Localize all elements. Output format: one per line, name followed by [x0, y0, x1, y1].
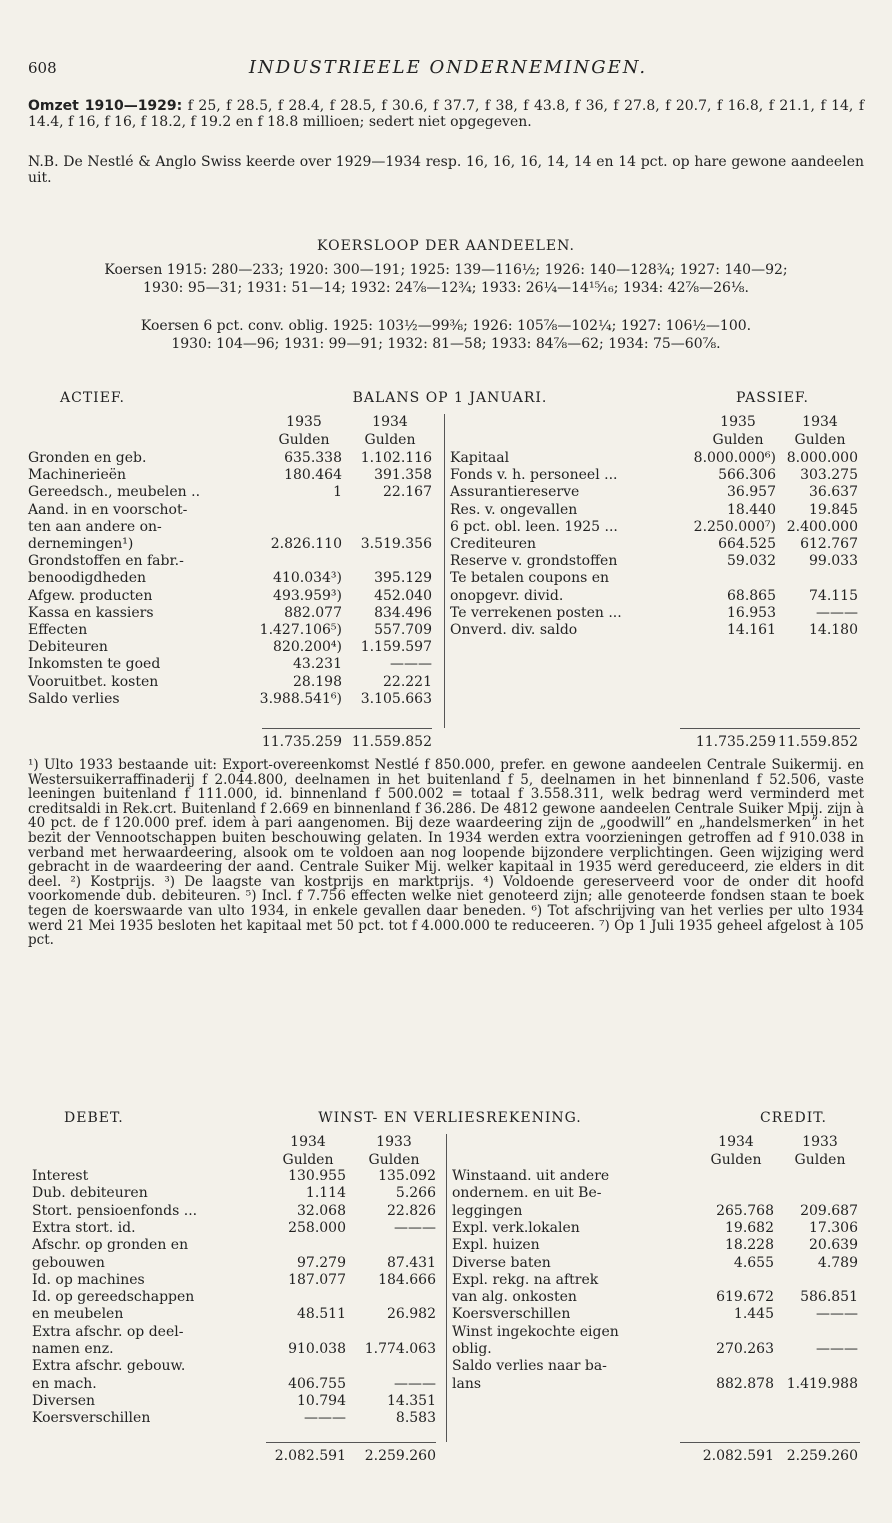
- omzet-text: f 25, f 28.5, f 28.4, f 28.5, f 30.6, f 37.7, f 38, f 43.8, f 36, f 27.8, f 20.7, f 16.8, f 21.1, f 14, f 14.4, f 16, f 16, f 18.2, f 19.2 en f 18.8 millioen; sedert niet opgegeven.: [28, 98, 865, 130]
- actief-row-label: Machinerieën: [28, 467, 127, 484]
- debet-row-value-2: 26.982: [387, 1306, 436, 1323]
- credit-row-value-2: 20.639: [809, 1237, 858, 1254]
- credit-row-label: Diverse baten: [452, 1254, 551, 1271]
- actief-row-value-2: 22.221: [383, 673, 432, 690]
- credit-row-label: Expl. huizen: [452, 1237, 540, 1254]
- winst-debet-year-2: 1933: [376, 1134, 412, 1150]
- koersloop-line-2: 1930: 95—31; 1931: 51—14; 1932: 24⅞—12¾; 1933: 26¼—14¹⁵⁄₁₆; 1934: 42⅞—26⅛.: [143, 280, 749, 296]
- actief-row-label: benoodigdheden: [28, 570, 147, 587]
- actief-row-label: ten aan andere on-: [28, 518, 162, 535]
- actief-row-value-2: 557.709: [374, 622, 432, 638]
- debet-row-label: Diversen: [32, 1392, 96, 1409]
- balans-actief-year-2: 1934: [372, 414, 408, 430]
- debet-row-value-2: 22.826: [387, 1202, 436, 1219]
- actief-row-value-1: 410.034³): [273, 570, 342, 587]
- actief-row-label: Saldo verlies: [28, 690, 120, 707]
- actief-row-value-2: 22.167: [383, 484, 432, 501]
- passief-row-value-1: 8.000.000⁶): [693, 450, 776, 466]
- passief-row-value-1: 59.032: [727, 553, 776, 570]
- page-header: [28, 57, 868, 82]
- debet-row-value-1: 187.077: [288, 1271, 346, 1288]
- debet-row-label: Dub. debiteuren: [32, 1185, 148, 1202]
- passief-total-1: 11.735.259: [695, 734, 776, 750]
- balans-actief-total-rule: [262, 728, 432, 729]
- passief-row-value-2: 303.275: [800, 467, 858, 484]
- actief-row-value-2: 452.040: [374, 587, 432, 604]
- actief-row-label: Gronden en geb.: [28, 450, 147, 466]
- balans-title: BALANS OP 1 JANUARI.: [352, 390, 548, 406]
- credit-total-2: 2.259.260: [786, 1448, 858, 1464]
- debet-row-value-2: ———: [394, 1375, 436, 1392]
- debet-row-value-2: 14.351: [387, 1392, 436, 1409]
- passief-row-value-2: 36.637: [809, 484, 858, 501]
- debet-label: DEBET.: [64, 1110, 124, 1126]
- balans-divider: [444, 414, 445, 728]
- actief-row-value-2: 395.129: [374, 570, 432, 587]
- credit-row-value-2: 209.687: [800, 1202, 858, 1219]
- debet-total-1: 2.082.591: [274, 1448, 346, 1464]
- koersloop-line-3: Koersen 6 pct. conv. oblig. 1925: 103½—99⅜; 1926: 105⅞—102¼; 1927: 106½—100.: [140, 318, 752, 334]
- actief-row-value-1: 1.427.106⁵): [259, 622, 342, 638]
- debet-row-value-2: 1.774.063: [364, 1341, 436, 1357]
- credit-row-value-1: 18.228: [725, 1237, 774, 1254]
- debet-row-label: Extra afschr. op deel-: [32, 1323, 184, 1340]
- actief-total-1: 11.735.259: [261, 734, 342, 750]
- passief-row-value-1: 18.440: [727, 501, 776, 518]
- passief-row-value-1: 68.865: [727, 587, 776, 604]
- balans-passief-unit-2: Gulden: [794, 432, 846, 448]
- credit-row-value-1: 4.655: [733, 1254, 774, 1271]
- passief-row-label: Te verrekenen posten ...: [450, 604, 622, 621]
- balans-passief-total-rule: [680, 728, 860, 729]
- actief-row-value-1: 2.826.110: [270, 536, 342, 552]
- credit-row-label: Winst ingekochte eigen: [452, 1323, 619, 1340]
- actief-row-label: Gereedsch., meubelen ..: [28, 484, 201, 501]
- debet-row-value-2: 184.666: [378, 1271, 436, 1288]
- passief-row-value-2: 2.400.000: [786, 518, 858, 535]
- credit-row-label: leggingen: [452, 1202, 523, 1219]
- actief-row-value-2: 3.519.356: [360, 536, 432, 552]
- winst-credit-year-1: 1934: [718, 1134, 754, 1150]
- credit-row-value-2: 1.419.988: [786, 1375, 858, 1392]
- actief-row-label: Aand. in en voorschot-: [28, 501, 188, 518]
- credit-row-label: Winstaand. uit andere: [452, 1168, 610, 1184]
- credit-total-rule: [680, 1442, 860, 1443]
- credit-row-value-2: 586.851: [800, 1289, 858, 1306]
- actief-row-value-1: 882.077: [284, 604, 342, 621]
- actief-row-value-1: 180.464: [284, 467, 342, 484]
- winst-debet-unit-2: Gulden: [368, 1152, 420, 1168]
- credit-row-label: ondernem. en uit Be-: [452, 1185, 602, 1202]
- passief-row-value-1: 2.250.000⁷): [693, 518, 776, 535]
- debet-row-label: Extra afschr. gebouw.: [32, 1358, 186, 1375]
- passief-row-value-2: 19.845: [809, 501, 858, 518]
- passief-row-label: Reserve v. grondstoffen: [450, 553, 618, 570]
- debet-row-value-1: 48.511: [297, 1306, 346, 1323]
- omzet-paragraph: [28, 98, 864, 130]
- debet-total-rule: [266, 1442, 436, 1443]
- credit-row-value-2: 4.789: [817, 1254, 858, 1271]
- balans-passief-year-2: 1934: [802, 414, 838, 430]
- passief-row-value-2: ———: [816, 604, 858, 621]
- credit-row-label: Koersverschillen: [452, 1306, 571, 1323]
- balans-passief-year-1: 1935: [720, 414, 756, 430]
- actief-row-label: Debiteuren: [28, 639, 108, 656]
- actief-row-value-1: 820.200⁴): [273, 639, 342, 656]
- debet-row-value-1: 1.114: [305, 1185, 346, 1202]
- debet-row-value-2: 5.266: [395, 1185, 436, 1202]
- winst-debet-unit-1: Gulden: [282, 1152, 334, 1168]
- running-title: INDUSTRIEELE ONDERNEMINGEN.: [248, 57, 648, 78]
- omzet-label: Omzet 1910—1929:: [28, 98, 183, 114]
- debet-row-value-2: 87.431: [387, 1254, 436, 1271]
- actief-row-value-2: 1.159.597: [360, 639, 432, 656]
- actief-row-label: Grondstoffen en fabr.-: [28, 553, 184, 570]
- actief-row-value-2: 391.358: [374, 467, 432, 484]
- actief-row-value-1: 493.959³): [273, 587, 342, 604]
- passief-row-value-1: 664.525: [718, 536, 776, 552]
- credit-row-label: Expl. verk.lokalen: [452, 1219, 580, 1236]
- credit-row-value-2: ———: [816, 1341, 858, 1357]
- debet-row-label: Id. op gereedschappen: [32, 1289, 195, 1306]
- balans-passief-unit-1: Gulden: [712, 432, 764, 448]
- balans-actief-year-1: 1935: [286, 414, 322, 430]
- koersloop-title: KOERSLOOP DER AANDEELEN.: [317, 238, 575, 254]
- debet-row-value-2: 135.092: [378, 1168, 436, 1184]
- debet-row-label: Koersverschillen: [32, 1410, 151, 1427]
- debet-row-value-1: 910.038: [288, 1341, 346, 1357]
- actief-row-label: Vooruitbet. kosten: [28, 673, 159, 690]
- balans-actief-unit-1: Gulden: [278, 432, 330, 448]
- credit-row-label: Expl. rekg. na aftrek: [452, 1271, 599, 1288]
- credit-row-label: van alg. onkosten: [452, 1289, 577, 1306]
- passief-row-label: Fonds v. h. personeel ...: [450, 467, 618, 484]
- actief-total-2: 11.559.852: [351, 734, 432, 750]
- actief-row-label: Kassa en kassiers: [28, 604, 154, 621]
- winst-credit-year-2: 1933: [802, 1134, 838, 1150]
- debet-row-label: Id. op machines: [32, 1271, 145, 1288]
- actief-row-value-2: 3.105.663: [360, 690, 432, 707]
- credit-row-label: lans: [452, 1375, 482, 1392]
- debet-row-label: gebouwen: [32, 1254, 105, 1271]
- winst-debet-year-1: 1934: [290, 1134, 326, 1150]
- passief-row-label: Te betalen coupons en: [450, 570, 610, 587]
- credit-row-label: oblig.: [452, 1341, 492, 1357]
- koersloop-line-4: 1930: 104—96; 1931: 99—91; 1932: 81—58; 1933: 84⅞—62; 1934: 75—60⅞.: [171, 336, 721, 352]
- credit-row-value-1: 270.263: [716, 1341, 774, 1357]
- credit-row-value-2: ———: [816, 1306, 858, 1323]
- credit-row-value-2: 17.306: [809, 1219, 858, 1236]
- passief-row-label: Crediteuren: [450, 536, 537, 552]
- passief-row-value-2: 74.115: [809, 587, 858, 604]
- debet-row-label: Extra stort. id.: [32, 1219, 136, 1236]
- credit-label: CREDIT.: [760, 1110, 827, 1126]
- passief-row-value-2: 99.033: [809, 553, 858, 570]
- debet-total-2: 2.259.260: [364, 1448, 436, 1464]
- winst-divider: [446, 1134, 447, 1442]
- passief-row-value-2: 8.000.000: [786, 450, 858, 466]
- credit-row-value-1: 882.878: [716, 1375, 774, 1392]
- nb-paragraph: N.B. De Nestlé & Anglo Swiss keerde over 1929—1934 resp. 16, 16, 16, 14, 14 en 14 pct. op hare gewone aandeelen uit.: [28, 154, 864, 186]
- passief-row-label: Kapitaal: [450, 450, 510, 466]
- credit-row-value-1: 19.682: [725, 1219, 774, 1236]
- actief-row-value-2: 1.102.116: [360, 450, 432, 466]
- passief-row-label: Assurantiereserve: [450, 484, 580, 501]
- balans-actief-unit-2: Gulden: [364, 432, 416, 448]
- debet-row-value-1: 32.068: [297, 1202, 346, 1219]
- passief-row-value-1: 14.161: [727, 622, 776, 638]
- passief-row-value-1: 566.306: [718, 467, 776, 484]
- koersloop-line-1: Koersen 1915: 280—233; 1920: 300—191; 1925: 139—116½; 1926: 140—128¾; 1927: 140—92;: [104, 262, 788, 278]
- actief-row-value-2: ———: [390, 656, 432, 673]
- actief-row-value-1: 43.231: [293, 656, 342, 673]
- passief-row-value-1: 36.957: [727, 484, 776, 501]
- passief-row-value-2: 612.767: [800, 536, 858, 552]
- debet-row-label: Interest: [32, 1168, 89, 1184]
- credit-row-label: Saldo verlies naar ba-: [452, 1358, 607, 1375]
- winst-title: WINST- EN VERLIESREKENING.: [318, 1110, 582, 1126]
- debet-row-value-1: 406.755: [288, 1375, 346, 1392]
- debet-row-value-1: ———: [304, 1410, 346, 1427]
- actief-row-label: Effecten: [28, 622, 88, 638]
- actief-row-label: dernemingen¹): [28, 536, 134, 552]
- actief-row-value-1: 3.988.541⁶): [259, 690, 342, 707]
- passief-row-value-2: 14.180: [809, 622, 858, 638]
- actief-label: ACTIEF.: [60, 390, 125, 406]
- balans-footnotes: ¹) Ulto 1933 bestaande uit: Export-overeenkomst Nestlé f 850.000, prefer. en gewone aandeelen Centrale Suikermij. en Westersuikerraffinaderij f 2.044.800, deelnamen in het buitenland f 5, deelnamen in het binnenland f 52.506, vaste leeningen buitenland f 111.000, id. binnenland f 500.002 = totaal f 3.558.311, welk bedrag werd verminderd met creditsaldi in Rek.crt. Buitenland f 2.669 en binnenland f 36.286. De 4812 gewone aandeelen Centrale Suiker Mpij. zijn à 40 pct. de f 120.000 pref. idem à pari aangenomen. Bij deze waardeering zijn de „goodwill” en „handelsmerken” in het bezit der Vennootschappen buiten beschouwing gelaten. In 1934 werden extra voorzieningen getroffen ad f 910.038 in verband met herwaardeering, alsook om te voldoen aan nog loopende bijzondere verplichtingen. Geen wijziging werd gebracht in de waardeering der aand. Centrale Suiker Mij. welker kapitaal in 1935 werd gereduceerd, zie elders in dit deel. ²) Kostprijs. ³) De laagste van kostprijs en marktprijs. ⁴) Voldoende gereserveerd voor de onder dit hoofd voorkomende dub. debiteuren. ⁵) Incl. f 7.756 effecten welke niet genoteerd zijn; alle genoteerde fondsen staan te boek tegen de koerswaarde van ulto 1934, in enkele gevallen daar beneden. ⁶) Tot afschrijving van het verlies per ulto 1934 werd 21 Mei 1935 besloten het kapitaal met 50 pct. tot f 4.000.000 te reduceeren. ⁷) Op 1 Juli 1935 geheel afgelost à 105 pct.: [28, 757, 864, 949]
- debet-row-label: namen enz.: [32, 1341, 114, 1357]
- debet-row-value-2: ———: [394, 1219, 436, 1236]
- actief-row-value-2: 834.496: [374, 604, 432, 621]
- passief-row-value-1: 16.953: [727, 604, 776, 621]
- credit-total-1: 2.082.591: [702, 1448, 774, 1464]
- debet-row-value-1: 258.000: [288, 1219, 346, 1236]
- debet-row-value-1: 130.955: [288, 1168, 346, 1184]
- passief-row-label: 6 pct. obl. leen. 1925 ...: [450, 518, 618, 535]
- winst-credit-unit-1: Gulden: [710, 1152, 762, 1168]
- credit-row-value-1: 619.672: [716, 1289, 774, 1306]
- actief-row-label: Afgew. producten: [28, 587, 153, 604]
- actief-row-value-1: 28.198: [293, 673, 342, 690]
- passief-row-label: Res. v. ongevallen: [450, 501, 578, 518]
- passief-row-label: onopgevr. divid.: [450, 587, 564, 604]
- page-number: 608: [28, 59, 57, 77]
- debet-row-label: en mach.: [32, 1375, 97, 1392]
- credit-row-value-1: 1.445: [733, 1306, 774, 1323]
- actief-row-value-1: 635.338: [284, 450, 342, 466]
- winst-credit-unit-2: Gulden: [794, 1152, 846, 1168]
- debet-row-label: Afschr. op gronden en: [32, 1237, 189, 1254]
- actief-row-value-1: 1: [333, 484, 342, 501]
- passief-row-label: Onverd. div. saldo: [450, 622, 578, 638]
- actief-row-label: Inkomsten te goed: [28, 656, 161, 673]
- debet-row-value-2: 8.583: [395, 1410, 436, 1427]
- credit-row-value-1: 265.768: [716, 1202, 774, 1219]
- passief-label: PASSIEF.: [736, 390, 809, 406]
- debet-row-label: Stort. pensioenfonds ...: [32, 1202, 198, 1219]
- debet-row-value-1: 10.794: [297, 1392, 346, 1409]
- debet-row-label: en meubelen: [32, 1306, 124, 1323]
- passief-total-2: 11.559.852: [777, 734, 858, 750]
- debet-row-value-1: 97.279: [297, 1254, 346, 1271]
